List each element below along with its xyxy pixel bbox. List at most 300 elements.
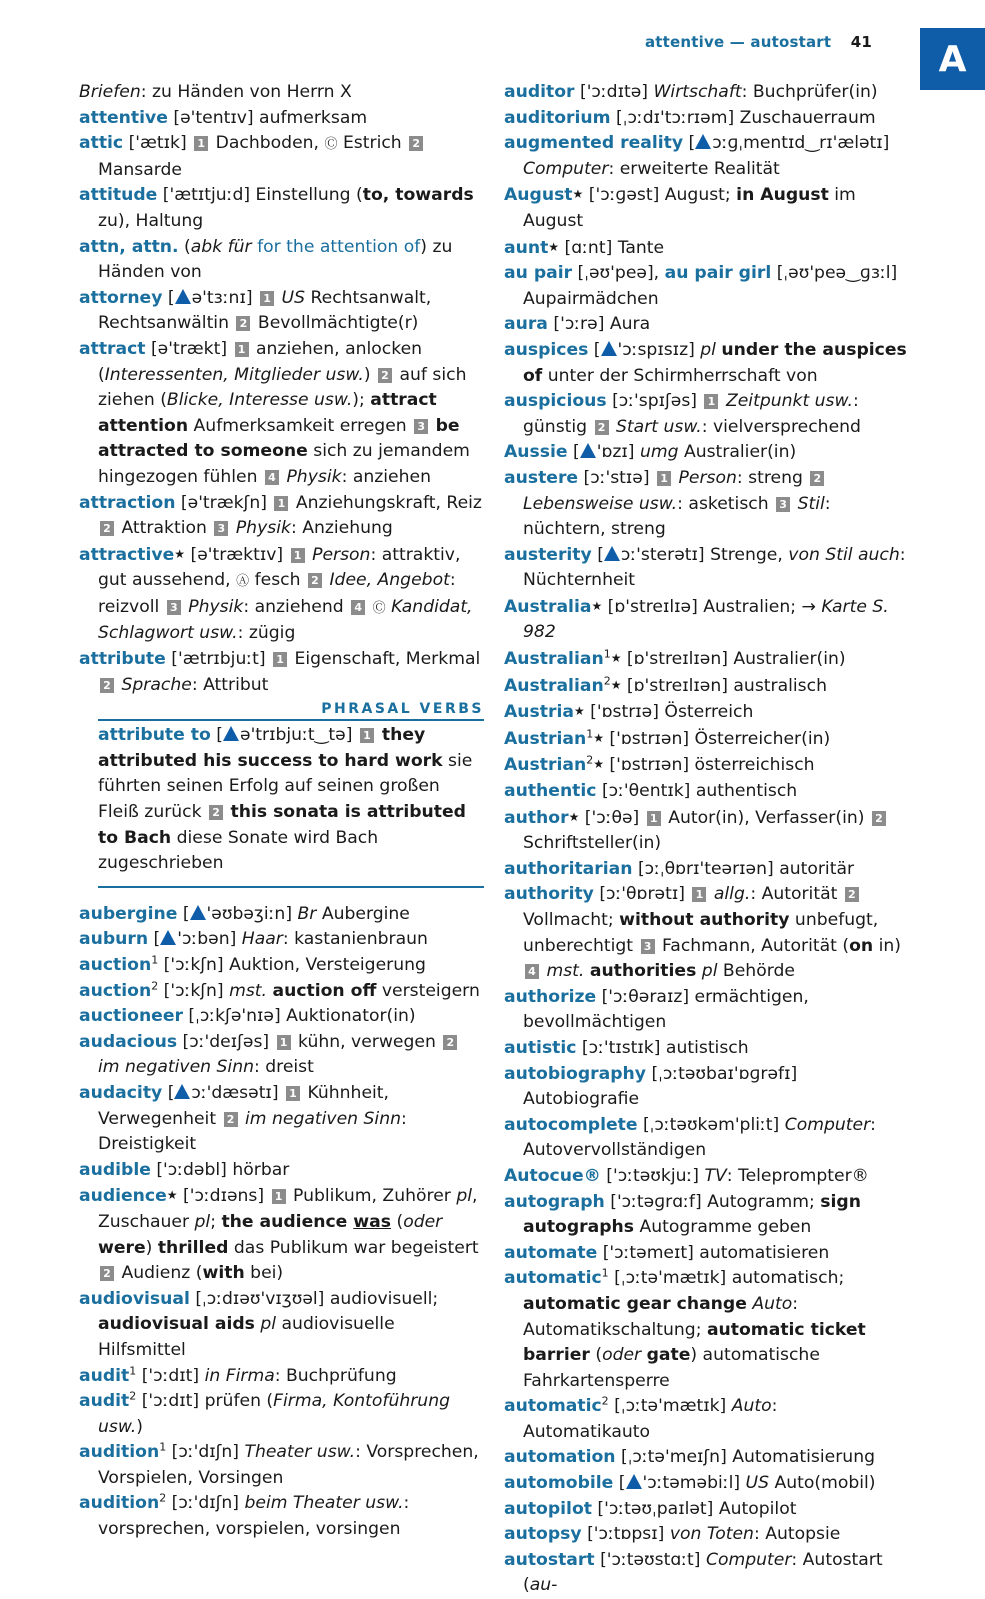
bold-phrase: on: [849, 935, 874, 956]
bold-phrase: automatic gear change: [523, 1293, 747, 1314]
text: [: [588, 339, 601, 360]
text: 'əʊbəʒiːn]: [206, 903, 298, 924]
italic-label: Briefen: [79, 82, 141, 102]
entry-list-c: [504, 80, 909, 1599]
headword: auspices: [504, 339, 589, 360]
text: Aubergine: [316, 903, 410, 924]
warning-triangle-icon: [601, 341, 617, 356]
bold-phrase: under the auspices of: [523, 339, 907, 386]
text: Anziehungskraft, Reiz: [290, 492, 482, 513]
italic-label: Computer: [523, 158, 609, 179]
italic-label: im negativen Sinn: [98, 1057, 254, 1078]
text: [ɔː'tɪstɪk] autistisch: [576, 1037, 749, 1058]
homograph-number: 2: [586, 753, 594, 767]
text: ['ɔːdɪt] prüfen (: [136, 1391, 274, 1412]
sense-number-box: 2: [100, 521, 114, 536]
text: Audienz (: [116, 1263, 203, 1284]
text: : zügig: [237, 623, 296, 644]
dictionary-entry: [79, 1364, 484, 1390]
headword: auspicious: [504, 391, 607, 412]
headword: attitude: [79, 185, 158, 206]
italic-label: US: [281, 287, 305, 308]
italic-label: Computer: [705, 1549, 792, 1570]
italic-label: Wirtschaft: [653, 82, 742, 102]
text: [ɔː'deɪʃəs]: [177, 1031, 275, 1052]
warning-triangle-icon: [604, 546, 620, 561]
sense-number-box: 2: [224, 1112, 238, 1127]
text: [: [148, 929, 161, 950]
warning-triangle-icon: [580, 443, 596, 458]
headword: author: [504, 807, 569, 828]
sense-number-box: 2: [845, 887, 859, 902]
text: zu), Haltung: [98, 210, 204, 231]
italic-label: pl: [456, 1186, 472, 1207]
text: Schriftsteller(in): [523, 833, 662, 854]
dictionary-entry: [79, 647, 484, 698]
text: [: [210, 725, 223, 746]
text: [ˌɔːtə'mætɪk]: [608, 1396, 732, 1417]
text: ['ɔːθəraɪz] ermächtigen, bevollmächtigen: [523, 986, 809, 1033]
text: [ˌɔːdɪ'tɔːrɪəm] Zuschauerraum: [610, 107, 876, 128]
dictionary-entry: [79, 902, 484, 928]
sense-number-box: 2: [810, 471, 824, 486]
text: ['ɔːrə] Aura: [547, 314, 651, 335]
text: ['ɔːtəʊˌpaɪlət] Autopilot: [591, 1498, 797, 1519]
headword: auburn: [79, 929, 149, 950]
headword: audit: [79, 1365, 130, 1386]
phrasal-verbs-heading: PHRASAL VERBS: [98, 700, 484, 721]
italic-label: Auto: [752, 1293, 793, 1314]
text: versteigern: [376, 980, 480, 1001]
italic-label: abk für: [190, 236, 252, 257]
text: ['ɔːɡəst] August;: [583, 185, 737, 206]
blue-phrase: for the attention of: [251, 236, 421, 257]
headword: autopilot: [504, 1498, 592, 1519]
text: Mansarde: [98, 159, 182, 180]
headword: audible: [79, 1159, 151, 1180]
dictionary-entry: [504, 779, 909, 805]
text: ): [136, 1416, 143, 1437]
text: : anziehend: [243, 596, 350, 617]
warning-triangle-icon: [190, 905, 206, 920]
entry-list-b: [79, 902, 484, 1543]
dictionary-entry: [504, 1190, 909, 1241]
dictionary-entry: [504, 389, 909, 440]
dictionary-entry: [504, 80, 909, 106]
dictionary-entry: [504, 106, 909, 132]
sense-number-box: 1: [273, 652, 287, 667]
warning-triangle-icon: [175, 289, 191, 304]
text: [: [683, 133, 696, 154]
right-column: [504, 80, 909, 1599]
dictionary-entry: [79, 337, 484, 491]
text: im August: [523, 185, 856, 231]
text: [ɒ'streɪlɪə] Australien; →: [602, 596, 822, 617]
dictionary-entry: [79, 1030, 484, 1081]
headword: automate: [504, 1242, 598, 1263]
text: [: [591, 544, 604, 565]
star-icon: ★: [593, 757, 604, 772]
text: unter der Schirmherrschaft von: [542, 365, 818, 386]
sense-number-box: 1: [277, 1035, 291, 1050]
sense-number-box: 3: [776, 497, 790, 512]
italic-label: Blicke, Interesse usw.: [166, 390, 353, 411]
text: Vollmacht;: [523, 910, 620, 930]
text: : Autorität: [750, 884, 843, 905]
sense-number-box: 3: [414, 419, 428, 434]
headword: Autocue®: [504, 1165, 601, 1186]
italic-label: von Stil auch: [788, 544, 900, 565]
italic-label: Physik: [286, 466, 342, 487]
headword: attentive: [79, 107, 168, 128]
dictionary-entry: [79, 106, 484, 132]
text: ['ætɪk]: [123, 133, 193, 154]
text: ;: [210, 1211, 222, 1232]
sense-number-box: 1: [657, 471, 671, 486]
headword: audience: [79, 1186, 167, 1207]
warning-triangle-icon: [174, 1084, 190, 1099]
text: : Buchprüfer(in): [741, 82, 878, 102]
headword: audition: [79, 1442, 160, 1463]
dictionary-entry: [504, 699, 909, 726]
italic-label: Karte S. 982: [523, 596, 889, 643]
text: sie führten seinen Erfolg auf seinen großen Fleiß zurück: [98, 750, 473, 823]
italic-label: allg.: [713, 884, 751, 905]
dictionary-entry: [504, 1497, 909, 1523]
text: ['ɔːtəɡrɑːf] Autogramm;: [604, 1191, 821, 1212]
dictionary-entry: [504, 1113, 909, 1164]
sense-number-box: 1: [704, 394, 718, 409]
text: kühn, verwegen: [292, 1031, 442, 1052]
text: : Automatikauto: [523, 1396, 778, 1442]
italic-label: in Firma: [204, 1365, 275, 1386]
text: ) automatische Fahrkartensperre: [523, 1345, 820, 1391]
headword: authorize: [504, 986, 597, 1007]
dictionary-entry: [504, 752, 909, 779]
sense-number-box: 4: [351, 600, 365, 615]
italic-label: Idee, Angebot: [329, 570, 450, 591]
text: [ɔːˌθɒrɪ'teərɪən] autoritär: [632, 858, 855, 879]
italic-label: Kandidat, Schlagwort usw.: [98, 596, 473, 644]
left-column: [79, 80, 484, 1543]
text: [ɔː'dɪʃn]: [166, 1493, 245, 1514]
headword: audition: [79, 1493, 160, 1514]
homograph-number: 1: [151, 953, 159, 967]
text: Eigenschaft, Merkmal: [289, 649, 481, 670]
star-icon: ★: [610, 651, 622, 666]
bold-phrase: automatic ticket barrier: [523, 1319, 866, 1366]
dictionary-entry: [79, 491, 484, 542]
headword: attract: [79, 338, 146, 359]
sense-number-box: 1: [692, 887, 706, 902]
dictionary-entry: [504, 673, 909, 700]
text: ['ɔːdɪəns]: [177, 1186, 270, 1207]
text: : dreist: [253, 1057, 314, 1078]
headword: auction: [79, 955, 152, 975]
text: : Autostart (: [523, 1549, 883, 1596]
italic-label: beim Theater usw.: [244, 1493, 404, 1514]
bold-phrase: gate: [646, 1345, 691, 1366]
text: Bevollmächtigte(r): [252, 313, 419, 334]
dictionary-entry: [79, 979, 484, 1005]
header-range: attentive — autostart: [644, 33, 832, 51]
headword: Australia: [504, 596, 592, 617]
headword: aunt: [504, 237, 549, 258]
text: : Automatikschaltung;: [523, 1293, 799, 1340]
underlined-phrase: was: [353, 1211, 392, 1232]
sense-number-box: 3: [167, 600, 181, 615]
text: [ɒ'streɪlɪən] Australier(in): [621, 649, 846, 670]
dictionary-entry: [79, 286, 484, 337]
headword: au pair girl: [664, 263, 772, 284]
text: ɔː'dæsətɪ]: [191, 1082, 284, 1103]
text: ə'tɜːnɪ]: [191, 287, 259, 308]
headword: Australian: [504, 675, 604, 696]
text: 'ɒzɪ]: [596, 442, 640, 463]
star-icon: ★: [568, 809, 580, 824]
warning-triangle-icon: [626, 1474, 642, 1489]
text: [: [567, 442, 580, 463]
homograph-number: 2: [601, 1394, 609, 1408]
italic-label: Zeitpunkt usw.: [725, 391, 853, 412]
headword: attribute: [79, 649, 166, 670]
text: ): [363, 364, 376, 385]
bold-phrase: to, towards: [362, 185, 474, 206]
text: ɔːɡˌmentɪd‿rɪ'ælətɪ]: [712, 133, 890, 154]
text: ['ɒstrɪə] Österreich: [584, 702, 754, 723]
text: Dachboden,: [210, 133, 325, 154]
text: anziehen, anlocken (: [98, 338, 423, 385]
dictionary-entry: [79, 1389, 484, 1440]
dictionary-entry: [504, 261, 909, 312]
dictionary-entry: [504, 543, 909, 594]
page-number: 41: [850, 33, 872, 51]
sense-number-box: 1: [291, 548, 305, 563]
text: Estrich: [337, 133, 408, 154]
dictionary-entry: [79, 1440, 484, 1491]
text: : Attribut: [191, 674, 269, 695]
star-icon: ★: [593, 730, 604, 745]
dictionary-entry: [504, 1445, 909, 1471]
text: (: [178, 236, 191, 257]
italic-label: Stil: [797, 493, 825, 514]
bold-phrase: the audience: [221, 1211, 354, 1232]
text: (: [391, 1211, 404, 1232]
dictionary-entry: [504, 1062, 909, 1113]
text: Rechtsanwalt, Rechtsanwältin: [98, 287, 432, 334]
sense-number-box: 1: [286, 1086, 300, 1101]
text: ə'trɪbjuːt‿tə]: [240, 725, 358, 746]
sense-number-box: 2: [236, 316, 250, 331]
headword: autopsy: [504, 1524, 582, 1545]
headword: auditor: [504, 82, 575, 102]
text: Australier(in): [678, 442, 797, 463]
italic-label: Person: [678, 467, 737, 488]
warning-triangle-icon: [160, 930, 176, 945]
text: Attraktion: [116, 518, 213, 539]
dictionary-entry: [504, 1164, 909, 1190]
sense-number-box: 2: [595, 420, 609, 435]
star-icon: ★: [166, 1188, 178, 1203]
homograph-number: 1: [586, 727, 594, 741]
headword: audiovisual: [79, 1288, 190, 1309]
sense-number-box: 3: [214, 521, 228, 536]
dictionary-entry: [504, 1394, 909, 1445]
text: : Autovervollständigen: [523, 1114, 876, 1161]
italic-label: Sprache: [121, 674, 192, 695]
headword: Austria: [504, 702, 574, 723]
text: : reizvoll: [98, 570, 456, 617]
text: ['ɔːθə]: [579, 807, 645, 828]
dictionary-entry: [504, 1241, 909, 1267]
bold-phrase: they attributed his success to hard work: [98, 725, 443, 771]
text: Fachmann, Autorität (: [656, 935, 850, 956]
italic-label: oder: [403, 1211, 443, 1232]
headword: austere: [504, 467, 579, 488]
text: ['ɔːtəʊstɑːt]: [594, 1549, 706, 1570]
headword: auction: [79, 980, 152, 1001]
text: : Anziehung: [290, 518, 393, 539]
text: , Zuschauer: [98, 1186, 478, 1232]
text: [ˌɔːdɪəʊ'vɪʒʊəl] audiovisuell;: [189, 1288, 439, 1309]
italic-label: Br: [297, 903, 317, 924]
phrasal-verbs-box: [98, 700, 484, 888]
dictionary-entry: [79, 542, 484, 647]
headword: authoritarian: [504, 858, 633, 879]
bold-phrase: thrilled: [157, 1237, 229, 1258]
sense-number-box: 2: [443, 1035, 457, 1050]
text: ['ɔːtɒpsɪ]: [581, 1524, 670, 1545]
warning-triangle-icon: [695, 134, 711, 149]
headword: automobile: [504, 1473, 614, 1494]
text: fesch: [249, 570, 306, 591]
headword: August: [504, 185, 573, 206]
dictionary-entry: [504, 1471, 909, 1497]
text: : Nüchternheit: [523, 544, 906, 591]
text: 'ɔːspɪsɪz]: [617, 339, 701, 360]
dictionary-entry: [79, 1158, 484, 1184]
headword: auctioneer: [79, 1006, 183, 1027]
dictionary-entry: [504, 235, 909, 262]
text: );: [352, 390, 371, 411]
text: [ˌɔːtə'meɪʃn] Automatisierung: [615, 1447, 875, 1468]
text: (: [589, 1345, 603, 1366]
sense-number-box: 1: [194, 136, 208, 151]
italic-label: umg: [639, 442, 679, 463]
text: 'ɔːtəməbiːl]: [642, 1473, 746, 1494]
text: audiovisuelle Hilfsmittel: [98, 1314, 395, 1360]
headword: attn, attn.: [79, 236, 179, 257]
italic-label: Start usw.: [616, 416, 702, 437]
headword: attic: [79, 133, 124, 154]
bold-phrase: in August: [736, 185, 829, 206]
sense-number-box: 2: [100, 678, 114, 693]
italic-label: Person: [312, 544, 371, 565]
headword: autistic: [504, 1037, 577, 1058]
headword: autograph: [504, 1191, 605, 1212]
headword: attraction: [79, 492, 176, 513]
italic-label: pl: [701, 961, 718, 982]
bold-phrase: sign autographs: [523, 1191, 861, 1238]
text: diese Sonate wird Bach zugeschrieben: [98, 827, 379, 874]
text: bei): [244, 1263, 284, 1284]
sense-number-box: 2: [872, 811, 886, 826]
text: in): [873, 935, 901, 956]
text: : nüchtern, streng: [523, 493, 831, 540]
text: unbefugt, unberechtigt: [523, 910, 879, 956]
text: [ə'trækʃn]: [175, 492, 273, 513]
italic-label: Physik: [188, 596, 244, 617]
homograph-number: 1: [601, 1266, 609, 1280]
headword: Austrian: [504, 755, 587, 776]
text: [ɔː'stɪə]: [578, 467, 656, 488]
sense-number-box: 1: [274, 496, 288, 511]
text: [ɔː'θentɪk] authentisch: [596, 781, 798, 802]
italic-label: pl: [194, 1211, 211, 1232]
text: Behörde: [717, 961, 795, 982]
text: 'ɔːbən]: [177, 929, 242, 950]
sense-number-box: 2: [209, 805, 223, 820]
text: : attraktiv, gut aussehend,: [98, 544, 461, 591]
text: [ɔː'dɪʃn]: [166, 1442, 245, 1463]
text: [ə'træktɪv]: [185, 544, 289, 565]
italic-label: im negativen Sinn: [245, 1108, 401, 1129]
dictionary-entry: [79, 80, 484, 106]
headword: autostart: [504, 1549, 595, 1570]
text: [ɒ'streɪlɪən] australisch: [621, 675, 827, 696]
text: : Autopsie: [753, 1524, 841, 1545]
headword: audacity: [79, 1082, 163, 1103]
bold-phrase: attract attention: [98, 390, 437, 436]
homograph-number: 2: [129, 1389, 137, 1403]
text: ): [145, 1237, 158, 1258]
sense-number-box: 1: [647, 811, 661, 826]
text: [ˌəʊ'peə],: [572, 263, 665, 284]
text: ['ɔːdɪtə]: [574, 82, 654, 102]
thumb-index-tab: A: [920, 28, 985, 90]
sense-number-box: 1: [272, 1189, 286, 1204]
bold-phrase: audiovisual aids: [98, 1314, 255, 1335]
dictionary-entry: [79, 1004, 484, 1030]
dictionary-entry: [79, 235, 484, 286]
italic-label: au-: [529, 1575, 558, 1596]
dictionary-entry: [504, 646, 909, 673]
italic-label: US: [745, 1473, 770, 1494]
headword: attorney: [79, 287, 163, 308]
dictionary-entry: [504, 805, 909, 857]
region-label-icon: Ⓒ: [324, 137, 338, 153]
headword: autobiography: [504, 1063, 646, 1084]
text: : vielversprechend: [701, 416, 861, 437]
italic-label: oder: [602, 1345, 642, 1366]
sense-number-box: 1: [260, 291, 274, 306]
text: : Vorsprechen, Vorspielen, Vorsingen: [98, 1442, 479, 1488]
region-label-icon: Ⓐ: [236, 574, 250, 590]
text: ['ɒstrɪən] Österreicher(in): [603, 728, 831, 749]
text: [: [162, 287, 175, 308]
headword: augmented reality: [504, 133, 684, 154]
text: ɔː'sterətɪ] Strenge,: [620, 544, 789, 565]
headword: automatic: [504, 1268, 602, 1289]
italic-label: pl: [700, 339, 716, 360]
headword: austerity: [504, 544, 592, 565]
headword: automatic: [504, 1396, 602, 1417]
entry-list-a: [79, 80, 484, 698]
italic-label: Theater usw.: [244, 1442, 356, 1463]
text: ['ɔːtəmeɪt] automatisieren: [597, 1242, 830, 1263]
headword: aura: [504, 314, 548, 335]
homograph-number: 2: [159, 1491, 167, 1505]
